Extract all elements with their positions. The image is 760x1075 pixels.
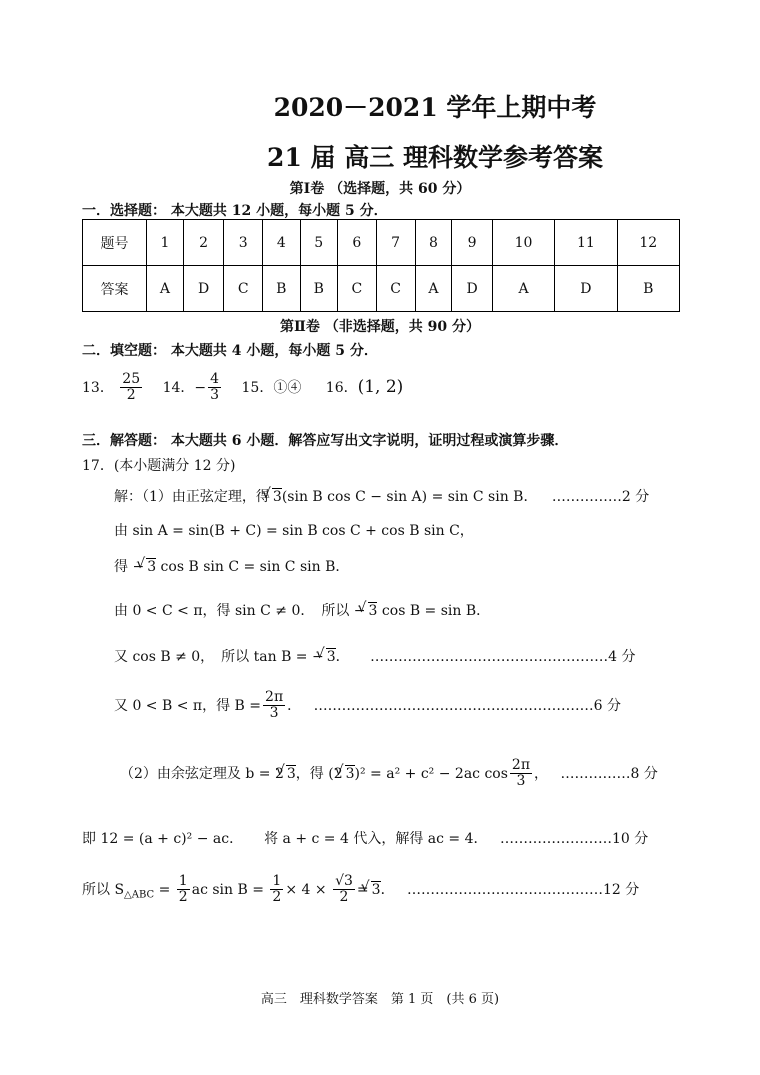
answer-cell: D <box>555 266 617 312</box>
answer-cell: B <box>617 266 679 312</box>
answer-cell: D <box>183 266 224 312</box>
question-number-cell: 5 <box>300 220 337 266</box>
q14-label: 14． <box>162 379 195 396</box>
part2-heading: 第Ⅱ卷 （非选择题，共 90 分） <box>280 319 480 335</box>
row-label: 答案 <box>83 266 147 312</box>
table-row <box>83 266 680 312</box>
solution-line-4: 由 0 < C < π，得 sin C ≠ 0． 所以 −√ 3 cos B = sin B． <box>114 600 490 620</box>
solution-line-8: 即 12 = (a + c)² − ac． 将 a + c = 4 代入，解得 ac = 4． ……………………10 分 <box>82 831 649 847</box>
q16-label: 16． <box>325 379 358 396</box>
answer-cell: A <box>147 266 184 312</box>
question-number-cell: 2 <box>183 220 224 266</box>
solution-line-7: （2）由余弦定理及 b = 2√ 3，得 (2√ 3)² = a² + c² − 2ac cos $\frac{2\pi}{3}$ ， ……………8 分 <box>120 758 658 790</box>
question-number-cell: 1 <box>147 220 184 266</box>
title-line-1: 2020－2021 学年上期中考 <box>273 93 597 122</box>
table-row <box>83 220 680 266</box>
q14-fraction: $\frac{4}{3}$ <box>210 371 220 404</box>
part1-heading: 第Ⅰ卷 （选择题，共 60 分） <box>289 181 471 197</box>
q16-answer: (1, 2) <box>357 376 404 397</box>
q13-label: 13． <box>82 379 114 396</box>
question-number-cell: 4 <box>263 220 300 266</box>
question-number-cell: 8 <box>415 220 452 266</box>
solution-line-6: 又 0 < B < π，得 B = $\frac{2\pi}{3}$ ． ……………………………………………………6 分 <box>114 689 621 722</box>
answer-cell: A <box>415 266 452 312</box>
answer-table <box>82 219 680 312</box>
q13-fraction: $\frac{25}{2}$ <box>122 371 141 404</box>
answer-cell: A <box>492 266 554 312</box>
solution-line-2: 由 sin A = sin(B + C) = sin B cos C + cos B sin C， <box>114 523 474 539</box>
q17-header: 17．(本小题满分 12 分) <box>82 458 236 474</box>
question-number-cell: 10 <box>492 220 554 266</box>
section2-heading: 二．填空题： 本大题共 4 小题，每小题 5 分． <box>82 343 378 359</box>
answer-cell: C <box>376 266 415 312</box>
question-number-cell: 7 <box>376 220 415 266</box>
question-number-cell: 12 <box>617 220 679 266</box>
answer-cell: C <box>224 266 263 312</box>
row-label: 题号 <box>83 220 147 266</box>
solution-line-3: 得 −√ 3 cos B sin C = sin C sin B． <box>114 556 349 576</box>
section1-heading: 一．选择题： 本大题共 12 小题，每小题 5 分． <box>82 203 388 219</box>
section3-heading: 三．解答题： 本大题共 6 小题．解答应写出文字说明，证明过程或演算步骤． <box>82 433 569 449</box>
question-number-cell: 9 <box>452 220 493 266</box>
fill-answers <box>82 372 403 404</box>
question-number-cell: 6 <box>337 220 376 266</box>
q15-answer: 15．①④ <box>241 379 302 396</box>
question-number-cell: 11 <box>555 220 617 266</box>
answer-cell: C <box>337 266 376 312</box>
answer-cell: B <box>300 266 337 312</box>
answer-cell: B <box>263 266 300 312</box>
q14-sign: − <box>194 379 207 396</box>
page-footer: 高三 理科数学答案 第 1 页 (共 6 页) <box>260 992 500 1007</box>
title-line-2: 21 届 高三 理科数学参考答案 <box>267 143 603 172</box>
question-number-cell: 3 <box>224 220 263 266</box>
solution-line-5: 又 cos B ≠ 0， 所以 tan B = −√ 3． ……………………………………………4 分 <box>114 646 635 666</box>
answer-cell: D <box>452 266 493 312</box>
solution-line-1: 解：（1）由正弦定理，得√ 3(sin B cos C − sin A) = sin C sin B． ……………2 分 <box>114 486 649 506</box>
solution-line-9: 所以 $S_{\triangle ABC}$ = $\frac{1}{2}$ ac sin B = $\frac{1}{2}$ × 4 × $\frac{√3}{2}$ =√ 3． ……………………………………12 分 <box>82 874 639 906</box>
